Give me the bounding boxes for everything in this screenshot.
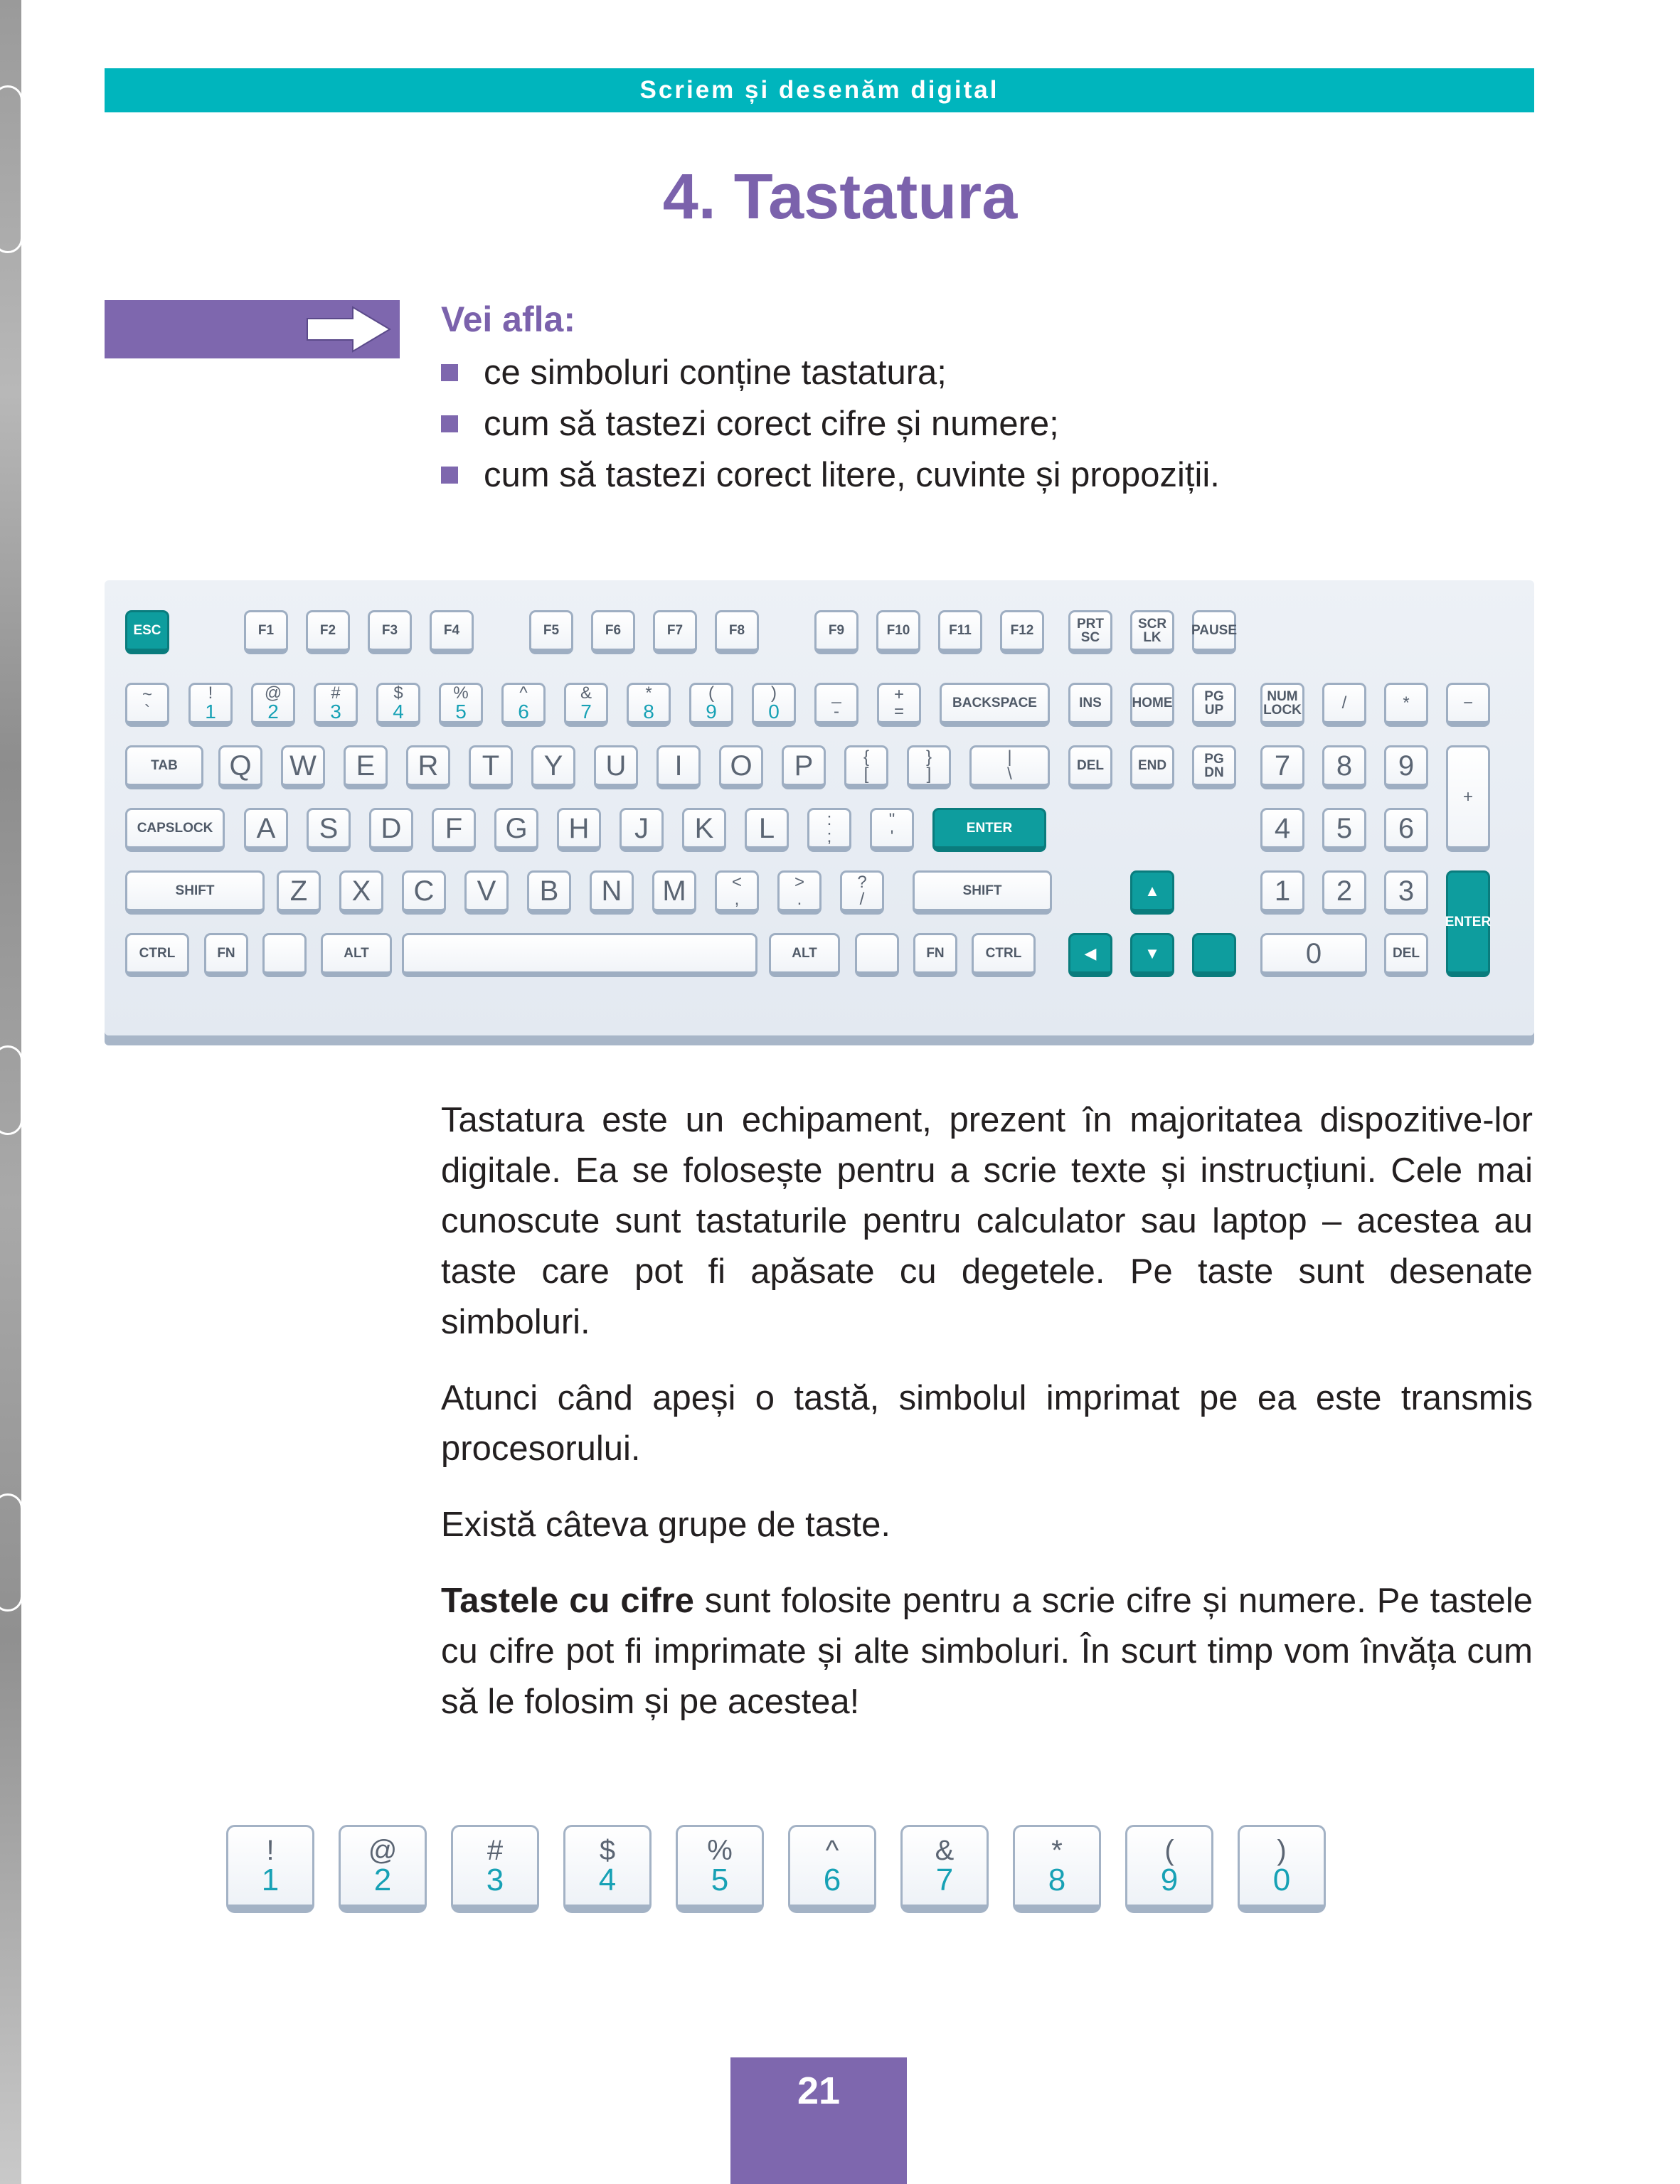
key-scrlk: SCR LK: [1130, 610, 1174, 654]
page-title: 4. Tastatura: [662, 161, 1018, 233]
key-menu: [855, 933, 899, 977]
square-bullet-icon: [441, 415, 458, 432]
arrow-down-icon: ▼: [1144, 944, 1160, 962]
key-f8: F8: [715, 610, 759, 654]
key-slash: ? /: [840, 870, 884, 915]
key-r: R: [406, 745, 450, 789]
key-comma: < ,: [715, 870, 759, 915]
number-key-7: & 7: [900, 1825, 989, 1913]
key-num-4: 4: [1260, 808, 1304, 852]
key-period: > .: [777, 870, 822, 915]
list-item: [441, 449, 1220, 501]
list-item-text: cum să tastezi corect cifre și numere;: [484, 405, 1059, 443]
key-num-5: 5: [1322, 808, 1366, 852]
paragraph: Tastatura este un echipament, prezent în majoritatea dispozitive-lor digitale. Ea se folosește pentru a scrie texte și instrucțiuni. Cele mai cunoscute sunt tastaturile pentru calculator sau laptop – acestea au taste care pot fi apăsate cu degetele. Pe taste sunt desenate simboluri.: [441, 1101, 1533, 1341]
key-num-2: 2: [1322, 870, 1366, 915]
paragraph: [441, 1576, 1533, 1727]
arrow-bar: [105, 300, 400, 358]
doodle-line: [0, 1493, 23, 1612]
key-f3: F3: [368, 610, 412, 654]
key-num-plus: +: [1446, 745, 1490, 852]
page-number: [730, 2057, 907, 2184]
page-number-label: 21: [797, 2070, 841, 2112]
key-num-divide: /: [1322, 683, 1366, 727]
key-y: Y: [531, 745, 575, 789]
key-ctrl-right: CTRL: [972, 933, 1036, 977]
arrow-up-icon: ▲: [1144, 881, 1160, 900]
number-key-5: % 5: [676, 1825, 764, 1913]
key-arrow-up: [1130, 870, 1174, 915]
key-k: K: [682, 808, 726, 852]
number-key-0: ) 0: [1238, 1825, 1326, 1913]
doodle-line: [0, 1045, 23, 1135]
key-arrow-right: [1192, 933, 1236, 977]
key-ctrl-left: CTRL: [125, 933, 189, 977]
key-h: H: [557, 808, 601, 852]
key-5: % 5: [439, 683, 483, 727]
key-c: C: [402, 870, 446, 915]
key-f9: F9: [814, 610, 858, 654]
key-num-1: 1: [1260, 870, 1304, 915]
number-key-4: $ 4: [563, 1825, 652, 1913]
key-1: ! 1: [188, 683, 233, 727]
key-left-brace: { [: [844, 745, 888, 789]
key-m: M: [652, 870, 696, 915]
key-l: L: [745, 808, 789, 852]
key-esc: ESC: [125, 610, 169, 654]
number-key-8: * 8: [1013, 1825, 1101, 1913]
key-s: S: [307, 808, 351, 852]
key-3: # 3: [314, 683, 358, 727]
number-key-6: ^ 6: [788, 1825, 876, 1913]
key-shift-right: SHIFT: [913, 870, 1052, 915]
key-d: D: [369, 808, 413, 852]
key-f11: F11: [938, 610, 982, 654]
key-quote: " ': [870, 808, 914, 852]
bold-term: Tastele cu cifre: [441, 1582, 694, 1620]
key-home: HOME: [1130, 683, 1174, 727]
key-pgup: PG UP: [1192, 683, 1236, 727]
key-b: B: [527, 870, 571, 915]
arrow-right-icon: [303, 303, 395, 356]
list-item-text: cum să tastezi corect litere, cuvinte și propoziții.: [484, 456, 1220, 494]
paragraph: Atunci când apeși o tastă, simbolul imprimat pe ea este transmis procesorului.: [441, 1379, 1533, 1468]
key-fn-left: FN: [204, 933, 248, 977]
key-num-enter: ENTER: [1446, 870, 1490, 977]
key-alt-left: ALT: [321, 933, 392, 977]
number-key-2: @ 2: [339, 1825, 427, 1913]
key-7: & 7: [564, 683, 608, 727]
key-numlock: NUM LOCK: [1260, 683, 1304, 727]
square-bullet-icon: [441, 467, 458, 484]
number-key-9: ( 9: [1125, 1825, 1213, 1913]
key-ins: INS: [1068, 683, 1112, 727]
key-t: T: [469, 745, 513, 789]
key-pause: PAUSE: [1192, 610, 1236, 654]
paragraph: Există câteva grupe de taste.: [441, 1506, 890, 1544]
key-backspace: BACKSPACE: [940, 683, 1050, 727]
list-item: [441, 347, 1220, 398]
key-f: F: [432, 808, 476, 852]
key-f7: F7: [653, 610, 697, 654]
key-8: * 8: [627, 683, 671, 727]
key-i: I: [656, 745, 701, 789]
key-num-0: 0: [1260, 933, 1367, 977]
key-4: $ 4: [376, 683, 420, 727]
key-p: P: [782, 745, 826, 789]
key-v: V: [464, 870, 509, 915]
key-tab: TAB: [125, 745, 203, 789]
number-key-3: # 3: [451, 1825, 539, 1913]
key-windows: [262, 933, 307, 977]
key-f2: F2: [306, 610, 350, 654]
key-g: G: [494, 808, 538, 852]
key-num-7: 7: [1260, 745, 1304, 789]
decorative-left-strip: [0, 0, 21, 2184]
key-f12: F12: [1000, 610, 1044, 654]
key-semicolon: : ;: [807, 808, 851, 852]
key-del: DEL: [1068, 745, 1112, 789]
key-n: N: [590, 870, 634, 915]
paragraph-text: sunt folosite pentru a scrie cifre și numere. Pe tastele cu cifre pot fi imprimate și alte simboluri. În scurt timp vom învăța cum să le folosim și pe acestea!: [441, 1582, 1533, 1721]
key-capslock: CAPSLOCK: [125, 808, 225, 852]
key-shift-left: SHIFT: [125, 870, 265, 915]
key-num-minus: −: [1446, 683, 1490, 727]
keyboard-illustration: [105, 580, 1534, 1035]
key-arrow-down: [1130, 933, 1174, 977]
key-right-brace: } ]: [907, 745, 951, 789]
key-f10: F10: [876, 610, 920, 654]
key-backslash: | \: [969, 745, 1050, 789]
key-num-multiply: *: [1384, 683, 1428, 727]
key-num-3: 3: [1384, 870, 1428, 915]
key-space: [402, 933, 757, 977]
key-x: X: [339, 870, 383, 915]
key-j: J: [620, 808, 664, 852]
key-f1: F1: [244, 610, 288, 654]
key-6: ^ 6: [501, 683, 546, 727]
key-0: ) 0: [752, 683, 796, 727]
key-fn-right: FN: [913, 933, 957, 977]
header-band: [105, 68, 1534, 112]
key-enter: ENTER: [932, 808, 1046, 852]
key-num-6: 6: [1384, 808, 1428, 852]
arrow-left-icon: ◀: [1084, 944, 1097, 962]
key-tilde: ~ `: [125, 683, 169, 727]
key-z: Z: [277, 870, 321, 915]
body-text: [441, 1095, 1533, 1753]
key-2: @ 2: [251, 683, 295, 727]
key-pgdn: PG DN: [1192, 745, 1236, 789]
key-num-8: 8: [1322, 745, 1366, 789]
key-e: E: [344, 745, 388, 789]
list-item-text: ce simboluri conține tastatura;: [484, 353, 947, 392]
key-minus: _ -: [814, 683, 858, 727]
key-num-del: DEL: [1384, 933, 1428, 977]
key-equals: + =: [877, 683, 921, 727]
learn-heading: Vei afla:: [441, 299, 575, 339]
key-f4: F4: [430, 610, 474, 654]
key-f6: F6: [591, 610, 635, 654]
key-q: Q: [218, 745, 262, 789]
key-o: O: [719, 745, 763, 789]
number-key-1: ! 1: [226, 1825, 314, 1913]
key-f5: F5: [529, 610, 573, 654]
key-w: W: [281, 745, 325, 789]
key-arrow-left: [1068, 933, 1112, 977]
key-u: U: [594, 745, 638, 789]
key-prtsc: PRT SC: [1068, 610, 1112, 654]
learn-list: [441, 347, 1220, 501]
key-num-9: 9: [1384, 745, 1428, 789]
list-item: [441, 398, 1220, 449]
key-a: A: [244, 808, 288, 852]
key-9: ( 9: [689, 683, 733, 727]
header-band-title: Scriem și desenăm digital: [639, 76, 999, 104]
key-end: END: [1130, 745, 1174, 789]
square-bullet-icon: [441, 364, 458, 381]
key-alt-right: ALT: [769, 933, 840, 977]
